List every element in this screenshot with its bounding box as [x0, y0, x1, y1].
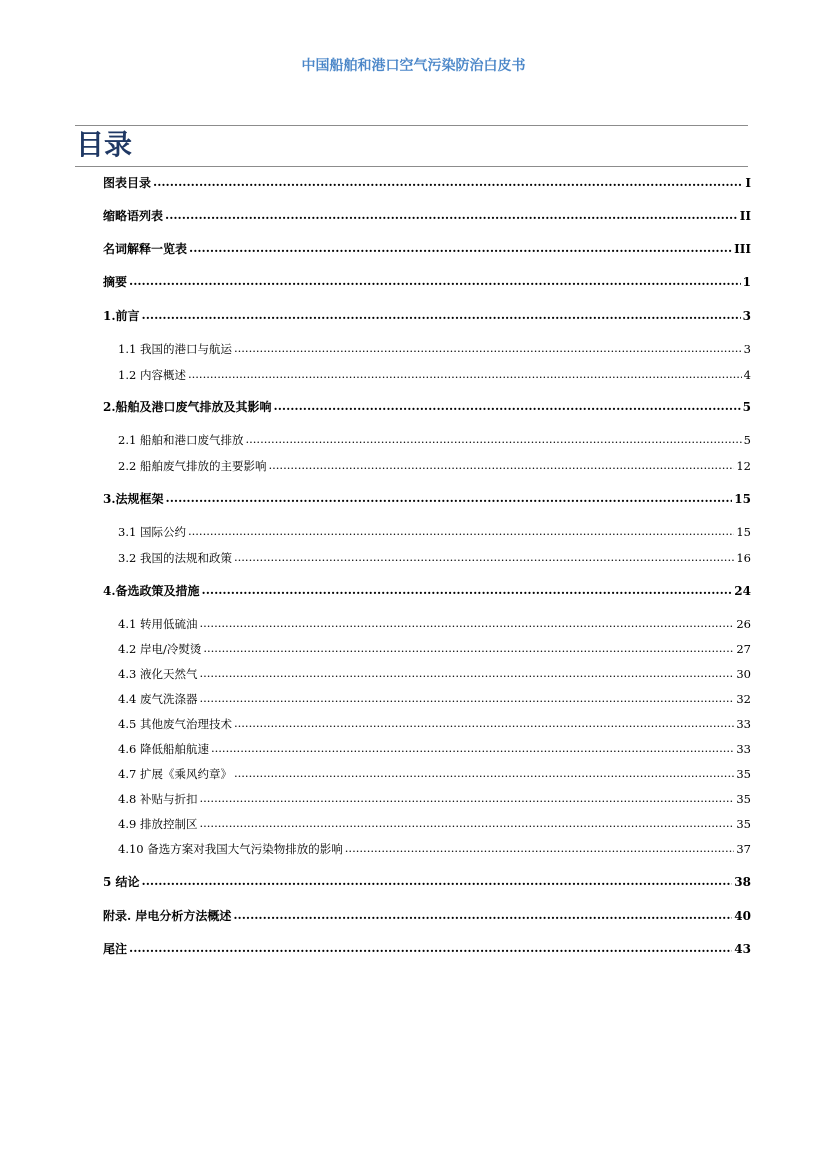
toc-entry-label: 2.1 船舶和港口废气排放	[118, 433, 244, 447]
toc-entry[interactable]	[118, 716, 751, 732]
toc-leader-dots	[234, 765, 734, 781]
toc-leader-dots	[233, 907, 732, 923]
toc-entry-page-number: II	[739, 209, 751, 223]
toc-entry-label: 1.2 内容概述	[118, 368, 186, 382]
toc-leader-dots	[234, 715, 734, 731]
toc-entry[interactable]	[118, 641, 751, 657]
toc-leader-dots	[199, 665, 734, 681]
toc-entry[interactable]	[103, 399, 751, 415]
toc-leader-dots	[245, 431, 741, 447]
toc-entry[interactable]	[103, 241, 751, 257]
toc-entry-label: 4.8 补贴与折扣	[118, 792, 198, 806]
toc-entry[interactable]	[118, 616, 751, 632]
toc-entry-page-number: 15	[736, 525, 751, 539]
toc-entry[interactable]	[118, 458, 751, 474]
toc-entry-page-number: 35	[736, 792, 751, 806]
toc-entry-label: 4.备选政策及措施	[103, 584, 200, 598]
toc-entry-page-number: 5	[742, 400, 751, 414]
toc-leader-dots	[166, 490, 733, 506]
toc-entry-label: 附录. 岸电分析方法概述	[103, 909, 232, 923]
toc-entry[interactable]	[103, 908, 751, 924]
toc-leader-dots	[274, 398, 741, 414]
toc-entry[interactable]	[103, 274, 751, 290]
toc-entry-page-number: 1	[742, 275, 751, 289]
toc-entry-label: 4.4 废气洗涤器	[118, 692, 198, 706]
toc-leader-dots	[199, 815, 734, 831]
toc-entry-label: 5 结论	[103, 875, 140, 889]
toc-entry-page-number: 33	[736, 742, 751, 756]
toc-entry-label: 4.3 液化天然气	[118, 667, 198, 681]
toc-entry-label: 3.法规框架	[103, 492, 164, 506]
toc-leader-dots	[189, 240, 732, 256]
toc-entry-page-number: 37	[736, 842, 751, 856]
toc-entry-label: 图表目录	[103, 176, 152, 190]
toc-entry-page-number: 15	[734, 492, 751, 506]
toc-leader-dots	[129, 940, 732, 956]
toc-leader-dots	[211, 740, 734, 756]
toc-entry[interactable]	[118, 766, 751, 782]
toc-entry[interactable]	[118, 341, 751, 357]
toc-entry-label: 摘要	[103, 275, 128, 289]
toc-leader-dots	[142, 307, 741, 323]
toc-entry[interactable]	[118, 524, 751, 540]
toc-leader-dots	[268, 457, 734, 473]
toc-entry-page-number: III	[734, 242, 751, 256]
toc-entry[interactable]	[118, 666, 751, 682]
toc-entry-page-number: I	[745, 176, 751, 190]
toc-leader-dots	[234, 549, 734, 565]
toc-entry-page-number: 24	[734, 584, 751, 598]
toc-entry-page-number: 4	[743, 368, 751, 382]
toc-leader-dots	[142, 873, 733, 889]
toc-leader-dots	[199, 615, 734, 631]
toc-leader-dots	[199, 690, 734, 706]
toc-entry-label: 3.2 我国的法规和政策	[118, 551, 232, 565]
toc-leader-dots	[234, 340, 742, 356]
toc-entry-page-number: 35	[736, 767, 751, 781]
toc-leader-dots	[199, 790, 734, 806]
toc-entry-label: 4.7 扩展《乘风约章》	[118, 767, 232, 781]
toc-entry-label: 4.9 排放控制区	[118, 817, 198, 831]
toc-entry[interactable]	[118, 841, 751, 857]
toc-entry[interactable]	[103, 491, 751, 507]
toc-leader-dots	[202, 582, 733, 598]
toc-title: 目录	[76, 128, 133, 161]
toc-entry-page-number: 35	[736, 817, 751, 831]
toc-entry-label: 缩略语列表	[103, 209, 164, 223]
toc-entry-label: 4.5 其他废气治理技术	[118, 717, 232, 731]
toc-entry-page-number: 33	[736, 717, 751, 731]
toc-entry-page-number: 16	[736, 551, 751, 565]
toc-entry[interactable]	[118, 816, 751, 832]
toc-entry[interactable]	[118, 550, 751, 566]
toc-entry-label: 尾注	[103, 942, 128, 956]
toc-entry-page-number: 30	[736, 667, 751, 681]
toc-entry-page-number: 26	[736, 617, 751, 631]
toc-leader-dots	[345, 840, 735, 856]
toc-leader-dots	[129, 273, 741, 289]
toc-entry[interactable]	[118, 741, 751, 757]
toc-entry-label: 4.6 降低船舶航速	[118, 742, 209, 756]
toc-entry-label: 2.2 船舶废气排放的主要影响	[118, 459, 267, 473]
toc-entry-page-number: 27	[736, 642, 751, 656]
toc-entry[interactable]	[103, 583, 751, 599]
toc-leader-dots	[188, 523, 734, 539]
toc-entry-page-number: 32	[736, 692, 751, 706]
toc-entry[interactable]	[103, 941, 751, 957]
toc-entry-page-number: 3	[742, 309, 751, 323]
toc-leader-dots	[203, 640, 734, 656]
toc-entry[interactable]	[118, 691, 751, 707]
toc-entry-label: 4.10 备选方案对我国大气污染物排放的影响	[118, 842, 343, 856]
toc-entry[interactable]	[103, 308, 751, 324]
toc-entry-page-number: 5	[743, 433, 751, 447]
toc-entry[interactable]	[103, 208, 751, 224]
toc-entry-label: 2.船舶及港口废气排放及其影响	[103, 400, 272, 414]
toc-entry[interactable]	[103, 874, 751, 890]
toc-leader-dots	[188, 366, 742, 382]
toc-entry-label: 名词解释一览表	[103, 242, 188, 256]
toc-entry[interactable]	[118, 432, 751, 448]
toc-entry-page-number: 40	[734, 909, 751, 923]
toc-entry-page-number: 12	[736, 459, 751, 473]
toc-entry[interactable]	[118, 367, 751, 383]
toc-entry-label: 3.1 国际公约	[118, 525, 186, 539]
toc-entry[interactable]	[118, 791, 751, 807]
toc-entry[interactable]	[103, 175, 751, 191]
toc-entry-label: 4.1 转用低硫油	[118, 617, 198, 631]
toc-entry-page-number: 43	[734, 942, 751, 956]
toc-leader-dots	[153, 174, 743, 190]
toc-entry-page-number: 3	[743, 342, 751, 356]
running-header: 中国船舶和港口空气污染防治白皮书	[301, 58, 526, 74]
toc-entry-label: 1.1 我国的港口与航运	[118, 342, 232, 356]
toc-entry-label: 1.前言	[103, 309, 140, 323]
toc-entry-label: 4.2 岸电/冷熨烫	[118, 642, 202, 656]
toc-leader-dots	[165, 207, 738, 223]
toc-entry-page-number: 38	[734, 875, 751, 889]
